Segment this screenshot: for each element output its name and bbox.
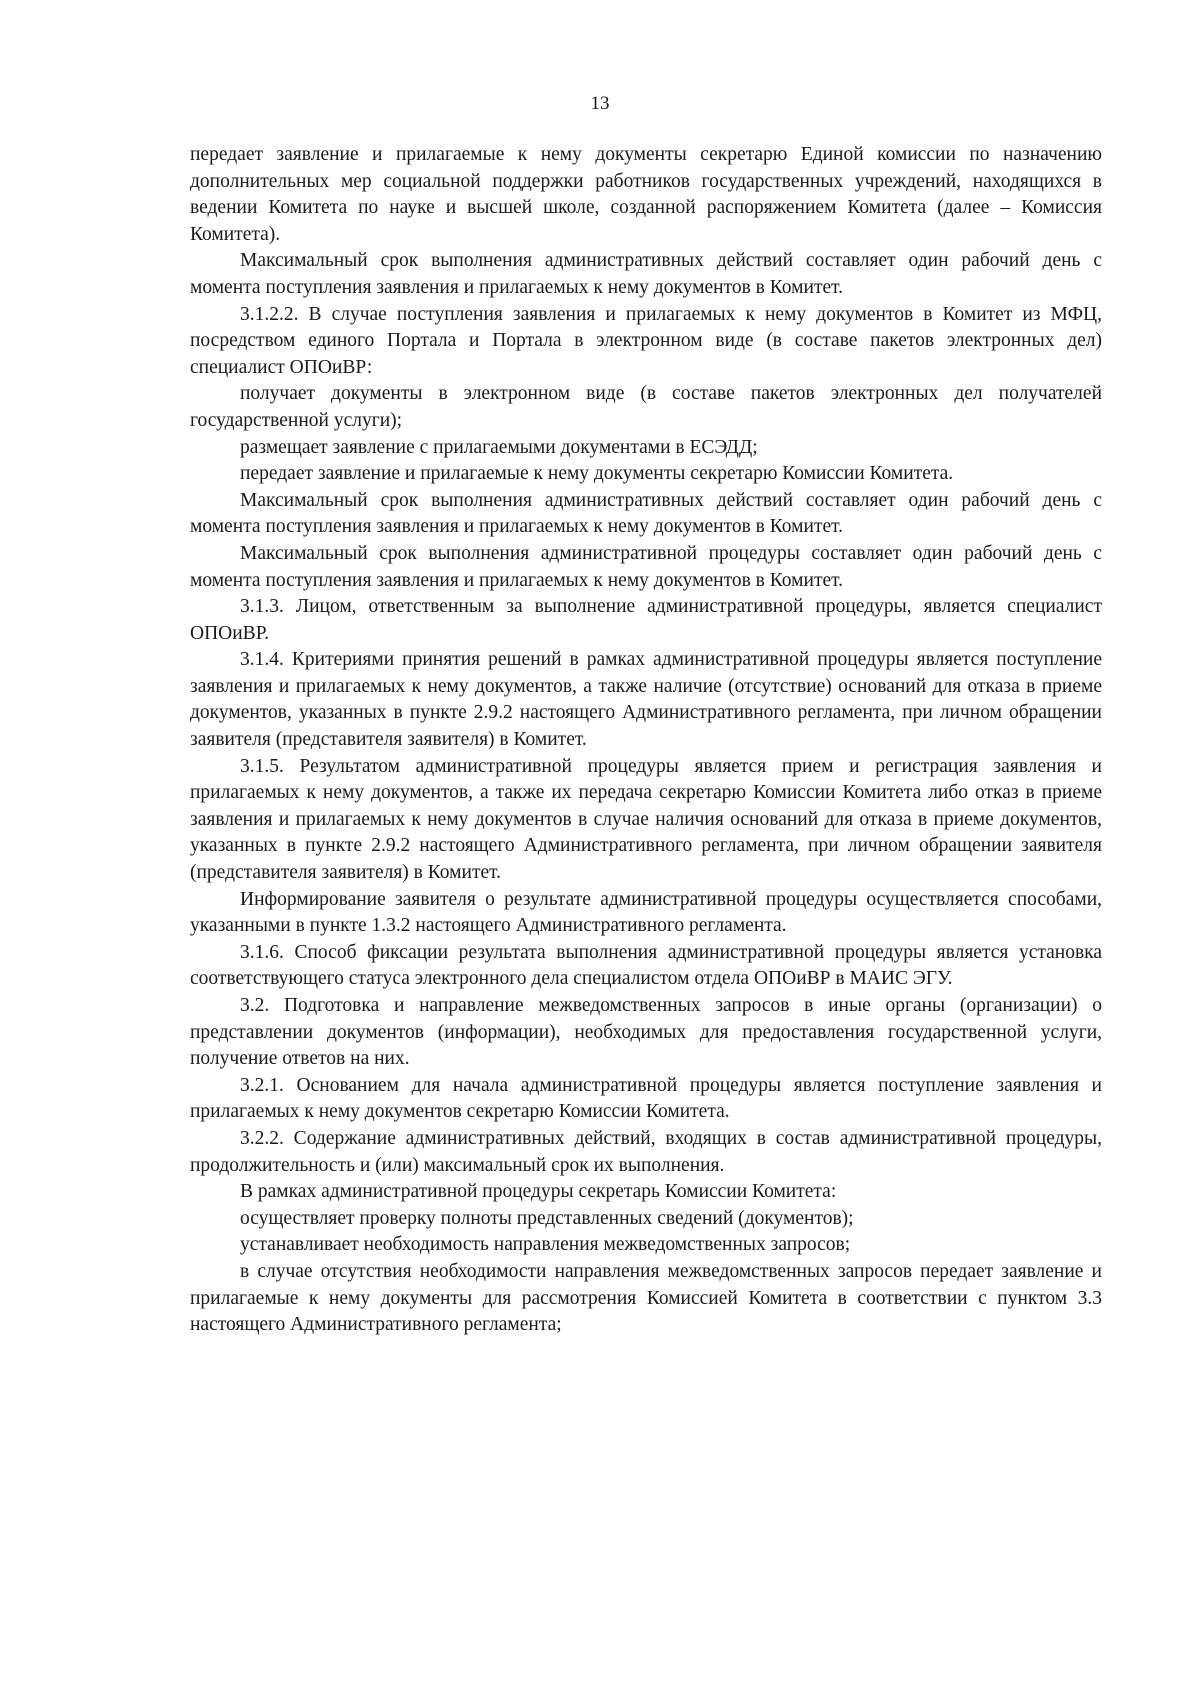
paragraph: 3.2.2. Содержание административных действий, входящих в состав административной процедуры, продолжительность и (или) максимальный срок их выполнения. [190, 1127, 1102, 1176]
paragraph: 3.2.1. Основанием для начала административной процедуры является поступление заявления и прилагаемых к нему документов секретарю Комиссии Комитета. [190, 1074, 1102, 1123]
paragraph: Максимальный срок выполнения административных действий составляет один рабочий день с момента поступления заявления и прилагаемых к нему документов в Комитет. [190, 489, 1102, 538]
paragraph: 3.1.5. Результатом административной процедуры является прием и регистрация заявления и прилагаемых к нему документов, а также их передача секретарю Комиссии Комитета либо отказ в приеме заявления и прилагаемых к нему документов в случае наличия оснований для отказа в приеме документов, указанных в пункте 2.9.2 настоящего Административного регламента, при личном обращении заявителя (представителя заявителя) в Комитет. [190, 755, 1102, 884]
paragraph: 3.1.4. Критериями принятия решений в рамках административной процедуры является поступление заявления и прилагаемых к нему документов, а также наличие (отсутствие) оснований для отказа в приеме документов, указанных в пункте 2.9.2 настоящего Административного регламента, при личном обращении заявителя (представителя заявителя) в Комитет. [190, 649, 1102, 751]
paragraph: 3.1.2.2. В случае поступления заявления и прилагаемых к нему документов в Комитет из МФЦ, посредством единого Портала и Портала в электронном виде (в составе пакетов электронных дел) специалист ОПОиВР: [190, 303, 1102, 378]
paragraph: 3.2. Подготовка и направление межведомственных запросов в иные органы (организации) о представлении документов (информации), необходимых для предоставления государственной услуги, получение ответов на них. [190, 995, 1102, 1070]
paragraph: 3.1.6. Способ фиксации результата выполнения административной процедуры является установка соответствующего статуса электронного дела специалистом отдела ОПОиВР в МАИС ЭГУ. [190, 941, 1102, 990]
document-body [190, 142, 1102, 1339]
paragraph: осуществляет проверку полноты представленных сведений (документов); [240, 1207, 854, 1229]
paragraph: передает заявление и прилагаемые к нему документы секретарю Единой комиссии по назначению дополнительных мер социальной поддержки работников государственных учреждений, находящихся в ведении Комитета по науке и высшей школе, созданной распоряжением Комитета (далее – Комиссия Комитета). [190, 144, 1102, 245]
paragraph: получает документы в электронном виде (в составе пакетов электронных дел получателей государственной услуги); [190, 383, 1102, 431]
paragraph: Максимальный срок выполнения административной процедуры составляет один рабочий день с момента поступления заявления и прилагаемых к нему документов в Комитет. [190, 542, 1102, 591]
page-number: 13 [590, 93, 610, 114]
paragraph: Максимальный срок выполнения административных действий составляет один рабочий день с момента поступления заявления и прилагаемых к нему документов в Комитет. [190, 250, 1102, 298]
paragraph: Информирование заявителя о результате административной процедуры осуществляется способами, указанными в пункте 1.3.2 настоящего Административного регламента. [190, 888, 1102, 937]
paragraph: в случае отсутствия необходимости направления межведомственных запросов передает заявление и прилагаемые к нему документы для рассмотрения Комиссией Комитета в соответствии с пунктом 3.3 настоящего Административного регламента; [190, 1260, 1102, 1336]
paragraph: размещает заявление с прилагаемыми документами в ЕСЭДД; [240, 436, 758, 458]
paragraph: 3.1.3. Лицом, ответственным за выполнение административной процедуры, является специалист ОПОиВР. [190, 596, 1102, 644]
paragraph: устанавливает необходимость направления межведомственных запросов; [240, 1234, 851, 1256]
paragraph: передает заявление и прилагаемые к нему документы секретарю Комиссии Комитета. [240, 463, 954, 485]
paragraph: В рамках административной процедуры секретарь Комиссии Комитета: [240, 1181, 837, 1203]
